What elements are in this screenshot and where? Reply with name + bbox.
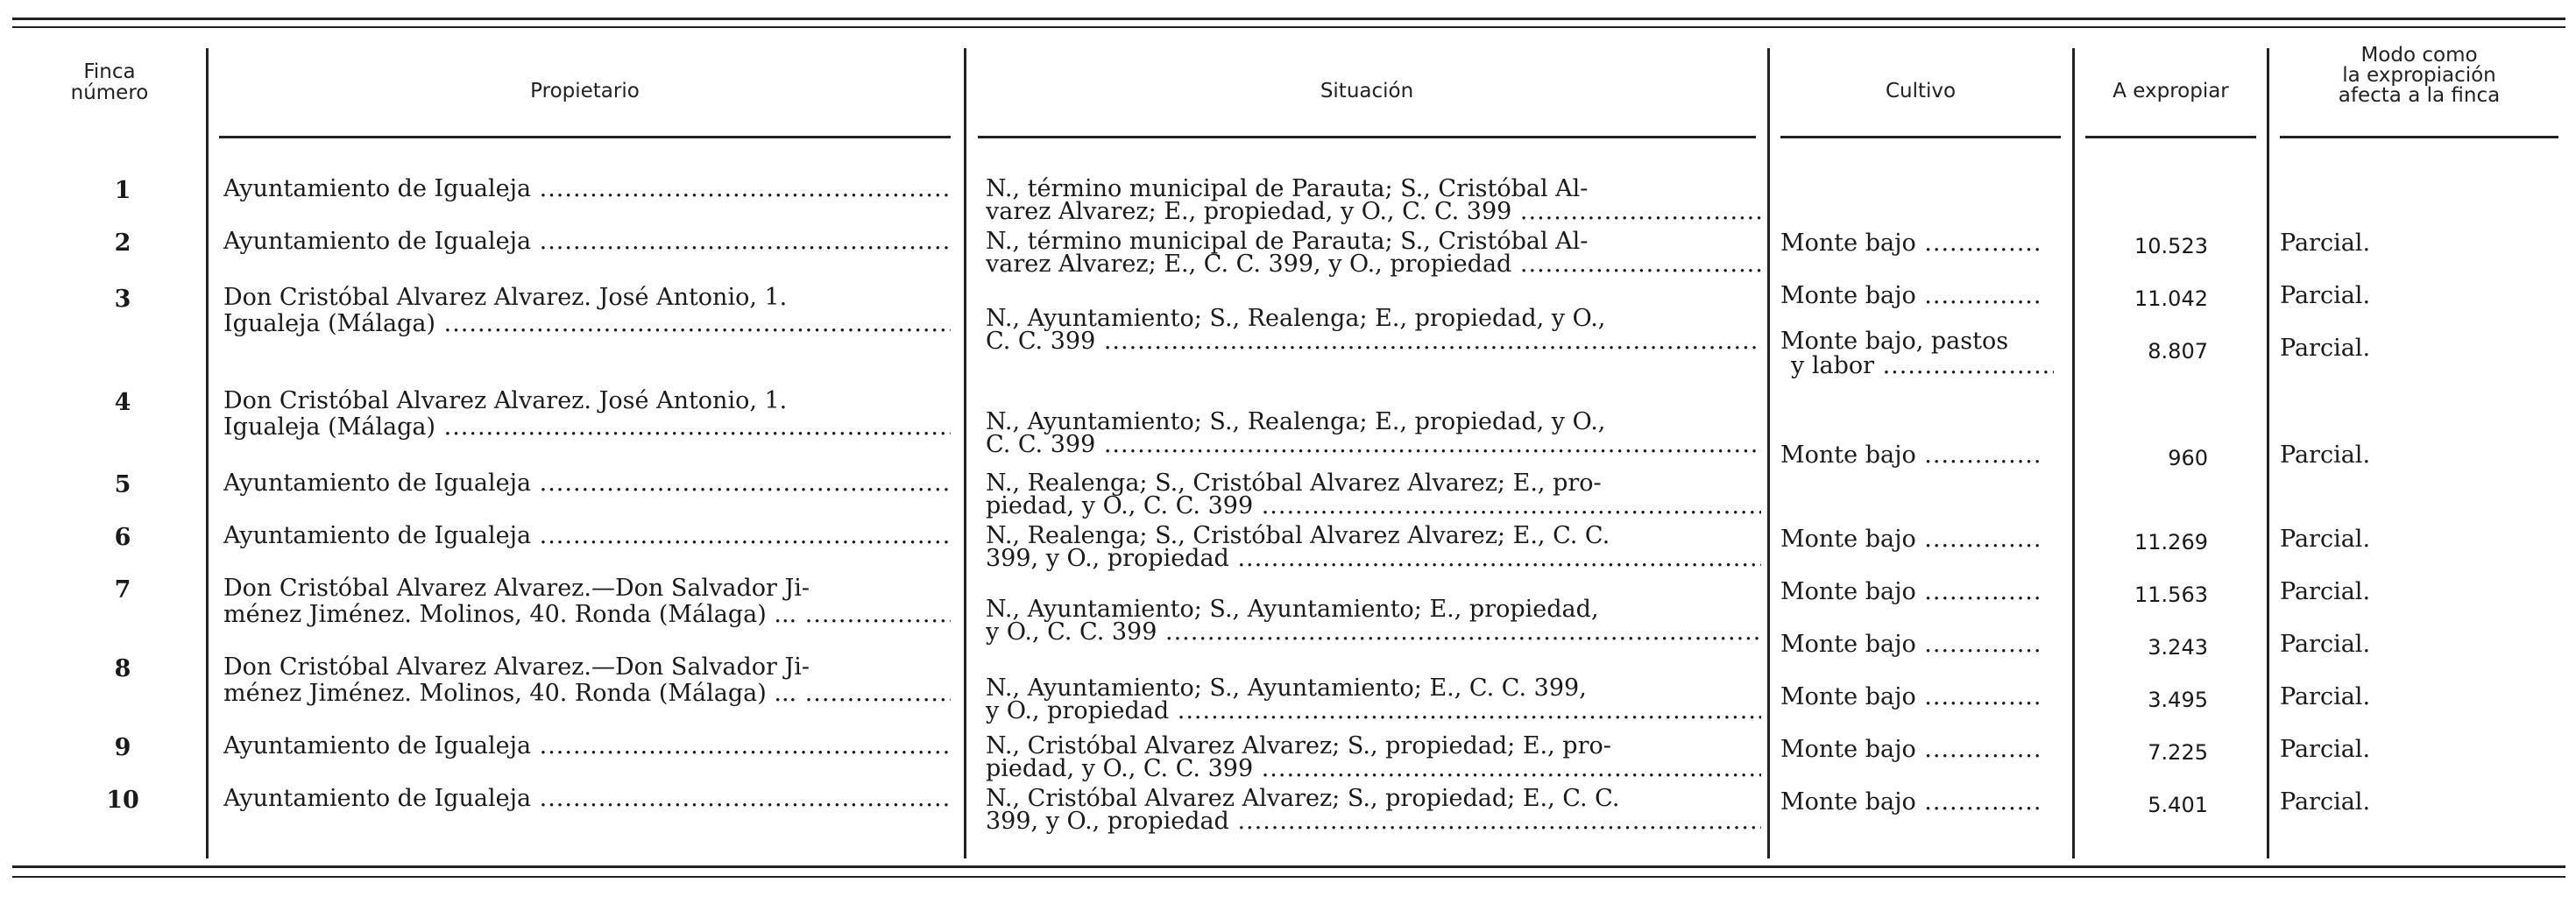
- cultivo-line-2: [1780, 352, 2054, 379]
- finca-number: 7: [114, 576, 131, 604]
- cultivo-line-1-text: Monte bajo .....: [1780, 736, 2043, 763]
- situation-line-1: N., Ayuntamiento; S., Realenga; E., propiedad, y O.,: [986, 408, 1606, 435]
- expropriation-mode: Parcial.: [2280, 335, 2371, 362]
- header-rule-propietario: [219, 136, 951, 138]
- owner-line-1-text: Ayuntamiento de Igualeja .....: [223, 470, 951, 497]
- area-to-expropriate: 11.269: [2134, 530, 2208, 554]
- area-to-expropriate: 11.563: [2134, 583, 2208, 607]
- cultivo-line-1-text: Monte bajo .....: [1780, 631, 2043, 658]
- situation-line-1: N., Cristóbal Alvarez Alvarez; S., propiedad; E., pro-: [986, 732, 1611, 759]
- situation-line-2: [986, 808, 1761, 835]
- owner-line-1: [223, 228, 951, 255]
- situation-line-2-text: varez Alvarez; E., propiedad, y O., C. C. 399 .....: [986, 198, 1761, 225]
- situation-line-1: N., Ayuntamiento; S., Ayuntamiento; E., propiedad,: [986, 596, 1599, 623]
- owner-line-2-text: ménez Jiménez. Molinos, 40. Ronda (Málaga) ... .....: [223, 680, 951, 707]
- owner-line-2-text: Igualeja (Málaga) .....: [223, 413, 951, 441]
- expropriation-mode: Parcial.: [2280, 526, 2371, 553]
- area-to-expropriate: 5.401: [2148, 793, 2208, 817]
- col-sep-2: [964, 48, 966, 858]
- situation-line-1: N., Ayuntamiento; S., Ayuntamiento; E., C. C. 399,: [986, 674, 1587, 702]
- owner-line-1: Don Cristóbal Alvarez Alvarez. José Antonio, 1.: [223, 284, 788, 311]
- situation-line-1: N., Ayuntamiento; S., Realenga; E., propiedad, y O.,: [986, 305, 1606, 332]
- cultivo-line-1: [1780, 441, 2043, 469]
- owner-line-1: [223, 175, 951, 202]
- bottom-rule-thin: [12, 876, 2565, 878]
- situation-line-2-text: 399, y O., propiedad .....: [986, 545, 1761, 572]
- situation-line-1: N., Realenga; S., Cristóbal Alvarez Alvarez; E., pro-: [986, 470, 1602, 497]
- top-rule: [12, 18, 2565, 20]
- situation-line-1: N., Cristóbal Alvarez Alvarez; S., propiedad; E., C. C.: [986, 785, 1620, 812]
- expropriation-mode: Parcial.: [2280, 282, 2371, 309]
- situation-line-2-text: piedad, y O., C. C. 399 .....: [986, 755, 1761, 782]
- expropriation-mode: Parcial.: [2280, 788, 2371, 816]
- finca-number: 8: [114, 655, 131, 682]
- situation-line-2: [986, 755, 1761, 782]
- cultivo-line-2-text: y labor .....: [1791, 352, 2054, 379]
- area-to-expropriate: 10.523: [2134, 234, 2208, 258]
- cultivo-line-1-text: Monte bajo .....: [1780, 230, 2043, 257]
- situation-line-2: [986, 431, 1761, 458]
- header-rule-modo: [2280, 136, 2558, 138]
- cultivo-line-1: [1780, 631, 2043, 658]
- situation-line-2: [986, 328, 1761, 355]
- cultivo-line-1-text: Monte bajo .....: [1780, 441, 2043, 469]
- header-cultivo: Cultivo: [1885, 80, 1957, 102]
- owner-line-1-text: Ayuntamiento de Igualeja .....: [223, 732, 951, 759]
- situation-line-2: [986, 198, 1761, 225]
- cultivo-line-1: [1780, 526, 2043, 553]
- situation-line-2: [986, 492, 1761, 519]
- expropriation-mode: Parcial.: [2280, 631, 2371, 658]
- cultivo-line-1-text: Monte bajo .....: [1780, 683, 2043, 710]
- situation-line-2: [986, 251, 1761, 278]
- finca-number: 6: [114, 524, 131, 551]
- situation-line-2-text: 399, y O., propiedad .....: [986, 808, 1761, 835]
- cultivo-line-1: [1780, 788, 2043, 816]
- situation-line-2-text: y O., propiedad .....: [986, 697, 1761, 724]
- expropriation-mode: Parcial.: [2280, 736, 2371, 763]
- situation-line-2-text: C. C. 399 .....: [986, 328, 1761, 355]
- area-to-expropriate: 7.225: [2148, 740, 2208, 765]
- situation-line-2-text: C. C. 399 .....: [986, 431, 1761, 458]
- cultivo-line-1-text: Monte bajo .....: [1780, 282, 2043, 309]
- expropriation-mode: Parcial.: [2280, 578, 2371, 605]
- cultivo-line-1: [1780, 683, 2043, 710]
- finca-number: 1: [114, 177, 131, 204]
- area-to-expropriate: 3.495: [2148, 688, 2208, 712]
- owner-line-2-text: ménez Jiménez. Molinos, 40. Ronda (Málaga) ... .....: [223, 601, 951, 628]
- situation-line-1: N., término municipal de Parauta; S., Cristóbal Al-: [986, 228, 1589, 255]
- bottom-rule: [12, 865, 2565, 868]
- cultivo-line-1: [1780, 230, 2043, 257]
- cultivo-line-1-text: Monte bajo .....: [1780, 578, 2043, 605]
- finca-number: 5: [114, 471, 131, 498]
- expropriation-mode: Parcial.: [2280, 230, 2371, 257]
- cultivo-line-1: Monte bajo, pastos: [1780, 328, 2009, 355]
- owner-line-2-text: Igualeja (Málaga) .....: [223, 310, 951, 337]
- situation-line-2-text: y O., C. C. 399 .....: [986, 618, 1761, 646]
- area-to-expropriate: 960: [2168, 446, 2208, 470]
- header-rule-situacion: [978, 136, 1756, 138]
- area-to-expropriate: 8.807: [2148, 339, 2208, 364]
- cultivo-line-1-text: Monte bajo .....: [1780, 526, 2043, 553]
- header-expropiar: A expropiar: [2112, 80, 2229, 102]
- owner-line-1: Don Cristóbal Alvarez Alvarez.—Don Salvador Ji-: [223, 575, 810, 602]
- col-sep-3: [1767, 48, 1770, 858]
- owner-line-1: [223, 785, 951, 812]
- expropriation-mode: Parcial.: [2280, 683, 2371, 710]
- cultivo-line-1: [1780, 282, 2043, 309]
- header-rule-expropiar: [2085, 136, 2256, 138]
- area-to-expropriate: 11.042: [2134, 286, 2208, 311]
- finca-number: 4: [114, 389, 131, 416]
- expropriation-mode: Parcial.: [2280, 441, 2371, 469]
- owner-line-1-text: Ayuntamiento de Igualeja .....: [223, 175, 951, 202]
- situation-line-2: [986, 618, 1761, 646]
- owner-line-2: [223, 601, 951, 628]
- top-rule-thin: [12, 26, 2565, 28]
- header-situacion: Situación: [1320, 80, 1414, 102]
- owner-line-2: [223, 310, 951, 337]
- header-propietario: Propietario: [530, 80, 640, 102]
- situation-line-2: [986, 697, 1761, 724]
- situation-line-2-text: varez Alvarez; E., C. C. 399, y O., propiedad .....: [986, 251, 1761, 278]
- owner-line-2: [223, 413, 951, 441]
- col-sep-4: [2072, 48, 2075, 858]
- cultivo-line-1: [1780, 578, 2043, 605]
- situation-line-2: [986, 545, 1761, 572]
- owner-line-1: Don Cristóbal Alvarez Alvarez. José Antonio, 1.: [223, 387, 788, 414]
- cultivo-line-1-text: Monte bajo .....: [1780, 788, 2043, 816]
- header-modo: Modo como la expropiación afecta a la finca: [2338, 44, 2501, 107]
- cultivo-line-1: [1780, 736, 2043, 763]
- owner-line-1: [223, 522, 951, 549]
- header-finca: Finca número: [70, 60, 149, 104]
- area-to-expropriate: 3.243: [2148, 635, 2208, 660]
- finca-number: 10: [106, 787, 139, 814]
- finca-number: 9: [114, 734, 131, 761]
- situation-line-2-text: piedad, y O., C. C. 399 .....: [986, 492, 1761, 519]
- situation-line-1: N., Realenga; S., Cristóbal Alvarez Alvarez; E., C. C.: [986, 522, 1610, 549]
- owner-line-1: Don Cristóbal Alvarez Alvarez.—Don Salvador Ji-: [223, 653, 810, 681]
- owner-line-1: [223, 470, 951, 497]
- finca-number: 3: [114, 286, 131, 313]
- owner-line-1-text: Ayuntamiento de Igualeja .....: [223, 785, 951, 812]
- col-sep-5: [2267, 48, 2269, 858]
- owner-line-1-text: Ayuntamiento de Igualeja .....: [223, 522, 951, 549]
- finca-number: 2: [114, 230, 131, 257]
- situation-line-1: N., término municipal de Parauta; S., Cristóbal Al-: [986, 175, 1589, 202]
- header-rule-cultivo: [1780, 136, 2061, 138]
- owner-line-1-text: Ayuntamiento de Igualeja .....: [223, 228, 951, 255]
- owner-line-1: [223, 732, 951, 759]
- owner-line-2: [223, 680, 951, 707]
